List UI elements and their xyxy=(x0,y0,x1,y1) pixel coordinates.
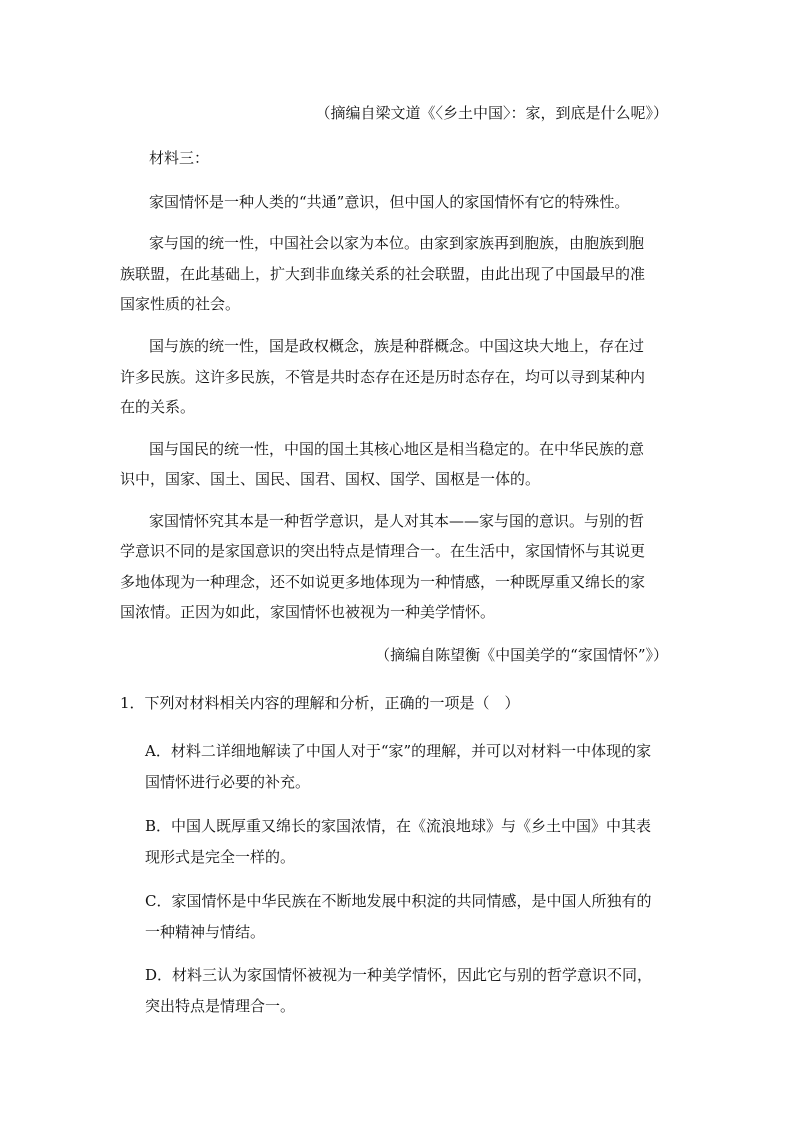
paragraph-2-line-3: 国家性质的社会。 xyxy=(120,295,241,313)
option-d-line-2: 突出特点是情理合一。 xyxy=(145,997,296,1015)
option-c-line-2: 一种精神与情结。 xyxy=(145,923,266,941)
paragraph-3-line-3: 在的关系。 xyxy=(120,398,196,416)
option-b-line-1: B．中国人既厚重又绵长的家国浓情，在《流浪地球》与《乡土中国》中其表 xyxy=(145,817,652,835)
paragraph-3-line-1: 国与族的统一性，国是政权概念，族是种群概念。中国这块大地上，存在过 xyxy=(149,337,645,355)
paragraph-4-line-1: 国与国民的统一性，中国的国土其核心地区是相当稳定的。在中华民族的意 xyxy=(149,440,645,458)
paragraph-5-line-4: 国浓情。正因为如此，家国情怀也被视为一种美学情怀。 xyxy=(120,603,496,621)
paragraph-2-line-1: 家与国的统一性，中国社会以家为本位。由家到家族再到胞族，由胞族到胞 xyxy=(149,234,645,252)
paragraph-5-line-2: 学意识不同的是家国意识的突出特点是情理合一。在生活中，家国情怀与其说更 xyxy=(120,542,646,560)
option-a-line-2: 国情怀进行必要的补充。 xyxy=(145,773,311,791)
paragraph-5-line-1: 家国情怀究其本是一种哲学意识，是人对其本——家与国的意识。与别的哲 xyxy=(149,512,645,530)
top-citation: （摘编自梁文道《〈乡土中国〉：家，到底是什么呢》） xyxy=(315,104,668,122)
paragraph-3-line-2: 许多民族。这许多民族，不管是共时态存在还是历时态存在，均可以寻到某种内 xyxy=(120,368,646,386)
option-a-line-1: A．材料二详细地解读了中国人对于“家”的理解，并可以对材料一中体现的家 xyxy=(145,742,652,760)
option-c-line-1: C．家国情怀是中华民族在不断地发展中积淀的共同情感，是中国人所独有的 xyxy=(145,892,652,910)
paragraph-1-line-1: 家国情怀是一种人类的“共通”意识，但中国人的家国情怀有它的特殊性。 xyxy=(149,193,630,211)
option-d-line-1: D．材料三认为家国情怀被视为一种美学情怀，因此它与别的哲学意识不同， xyxy=(145,966,653,984)
question-stem: 1．下列对材料相关内容的理解和分析，正确的一项是（ ） xyxy=(120,694,520,712)
paragraph-5-line-3: 多地体现为一种理念，还不如说更多地体现为一种情感，一种既厚重又绵长的家 xyxy=(120,573,646,591)
bottom-citation: （摘编自陈望衡《中国美学的“家国情怀”》） xyxy=(375,646,668,664)
section-title: 材料三： xyxy=(149,149,210,167)
paragraph-2-line-2: 族联盟，在此基础上，扩大到非血缘关系的社会联盟，由此出现了中国最早的准 xyxy=(120,265,646,283)
paragraph-4-line-2: 识中，国家、国土、国民、国君、国权、国学、国枢是一体的。 xyxy=(120,470,541,488)
option-b-line-2: 现形式是完全一样的。 xyxy=(145,848,296,866)
